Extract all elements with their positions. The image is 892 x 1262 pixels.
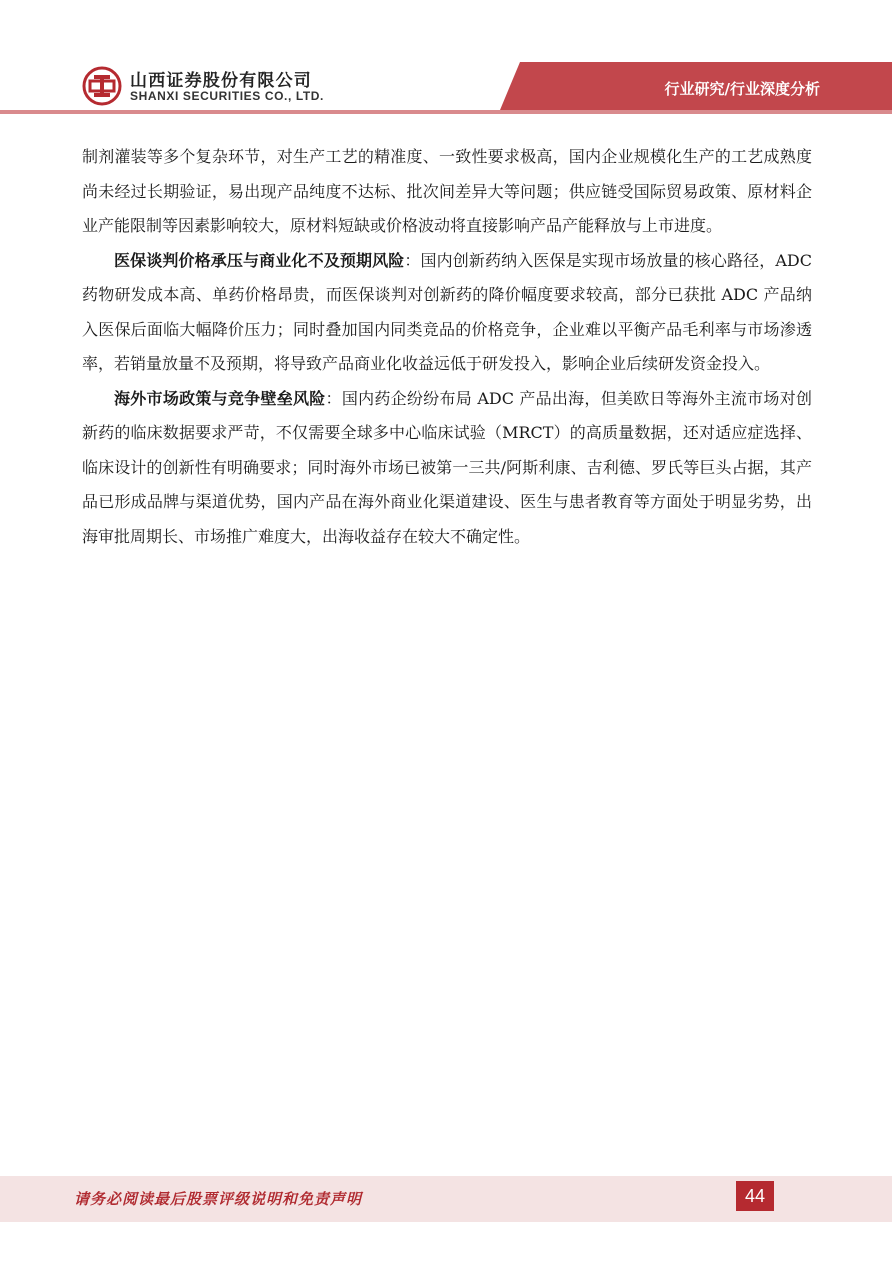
company-name-en: SHANXI SECURITIES CO., LTD.	[130, 89, 324, 103]
disclaimer-notice: 请务必阅读最后股票评级说明和免责声明	[74, 1190, 363, 1208]
page-footer	[0, 1176, 892, 1222]
paragraph-insurance-risk	[82, 244, 812, 382]
report-body	[82, 140, 812, 554]
page-header	[0, 0, 892, 120]
paragraph-continuation: 制剂灌装等多个复杂环节，对生产工艺的精准度、一致性要求极高，国内企业规模化生产的工艺成熟度尚未经过长期验证，易出现产品纯度不达标、批次间差异大等问题；供应链受国际贸易政策、原材料企业产能限制等因素影响较大，原材料短缺或价格波动将直接影响产品产能释放与上市进度。	[82, 147, 812, 235]
paragraph-overseas-risk	[82, 382, 812, 555]
paragraph-heading: 海外市场政策与竞争壁垒风险	[114, 388, 326, 408]
report-type-label: 行业研究/行业深度分析	[664, 80, 820, 98]
company-name-cn: 山西证券股份有限公司	[130, 71, 312, 91]
paragraph-heading: 医保谈判价格承压与商业化不及预期风险	[114, 250, 405, 270]
paragraph-text: ：国内药企纷纷布局 ADC 产品出海，但美欧日等海外主流市场对创新药的临床数据要求严苛，不仅需要全球多中心临床试验（MRCT）的高质量数据，还对适应症选择、临床设计的创新性有明确要求；同时海外市场已被第一三共/阿斯利康、吉利德、罗氏等巨头占据，其产品已形成品牌与渠道优势，国内产品在海外商业化渠道建设、医生与患者教育等方面处于明显劣势，出海审批周期长、市场推广难度大，出海收益存在较大不确定性。	[82, 388, 812, 546]
page-number: 44	[736, 1181, 774, 1211]
company-logo-icon	[82, 66, 122, 106]
paragraph-text: ：国内创新药纳入医保是实现市场放量的核心路径，ADC 药物研发成本高、单药价格昂贵，而医保谈判对创新药的降价幅度要求较高，部分已获批 ADC 产品纳入医保后面临大幅降价压力；同时叠加国内同类竞品的价格竞争，企业难以平衡产品毛利率与市场渗透率，若销量放量不及预期，将导致产品商业化收益远低于研发投入，影响企业后续研发资金投入。	[82, 250, 812, 373]
